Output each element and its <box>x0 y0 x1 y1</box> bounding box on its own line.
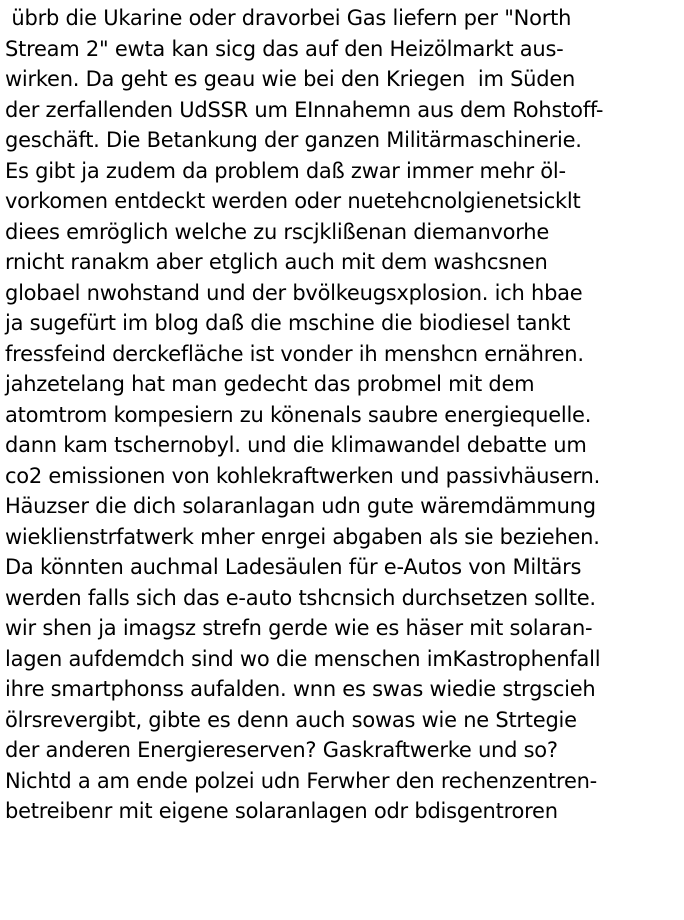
text-line-13: jahzetelang hat man gedecht das probmel mit dem <box>5 372 535 396</box>
text-line-16: co2 emissionen von kohlekraftwerken und passivhäusern. <box>5 463 601 488</box>
text-line-10: globael nwohstand und der bvölkeugsxplosion. ich hbae <box>5 280 583 305</box>
text-line-17: Häuzser die dich solaranlagan udn gute wäremdämmung <box>5 494 596 518</box>
text-line-1: übrb die Ukarine oder dravorbei Gas liefern per "North <box>5 6 572 30</box>
text-line-9: rnicht ranakm aber etglich auch mit dem washcsnen <box>5 250 548 274</box>
text-line-3: wirken. Da geht es geau wie bei den Kriegen im Süden <box>5 67 576 91</box>
text-line-27: betreibenr mit eigene solaranlagen odr bdisgentroren <box>5 799 558 823</box>
text-line-2: Stream 2" ewta kan sicg das auf den Heizölmarkt aus- <box>5 36 564 61</box>
text-line-21: wir shen ja imagsz strefn gerde wie es häser mit solaran- <box>5 616 593 640</box>
body-text <box>5 3 684 827</box>
text-line-20: werden falls sich das e-auto tshcnsich durchsetzen sollte. <box>5 585 596 610</box>
text-line-6: Es gibt ja zudem da problem daß zwar immer mehr öl- <box>5 158 566 183</box>
text-line-22: lagen aufdemdch sind wo die menschen imKastrophenfall <box>5 646 601 671</box>
text-line-5: geschäft. Die Betankung der ganzen Militärmaschinerie. <box>5 128 582 152</box>
text-line-7: vorkomen entdeckt werden oder nuetehcnolgienetsicklt <box>5 189 581 213</box>
text-line-25: der anderen Energiereserven? Gaskraftwerke und so? <box>5 738 558 762</box>
text-line-19: Da könnten auchmal Ladesäulen für e-Autos von Miltärs <box>5 555 582 579</box>
text-line-4: der zerfallenden UdSSR um EInnahemn aus dem Rohstoff- <box>5 97 604 122</box>
text-line-14: atomtrom kompesiern zu könenals saubre energiequelle. <box>5 402 592 427</box>
text-line-8: diees emröglich welche zu rscjklißenan diemanvorhe <box>5 219 550 244</box>
text-line-26: Nichtd a am ende polzei udn Ferwher den rechenzentren- <box>5 768 598 793</box>
text-line-15: dann kam tschernobyl. und die klimawandel debatte um <box>5 433 587 457</box>
text-line-12: fressfeind derckefläche ist vonder ih menshcn ernähren. <box>5 341 584 366</box>
text-line-24: ölrsrevergibt, gibte es denn auch sowas wie ne Strtegie <box>5 707 577 732</box>
text-line-23: ihre smartphonss aufalden. wnn es swas wiedie strgscieh <box>5 677 596 701</box>
text-line-11: ja sugefürt im blog daß die mschine die biodiesel tankt <box>5 311 571 335</box>
text-line-18: wieklienstrfatwerk mher enrgei abgaben als sie beziehen. <box>5 524 600 549</box>
